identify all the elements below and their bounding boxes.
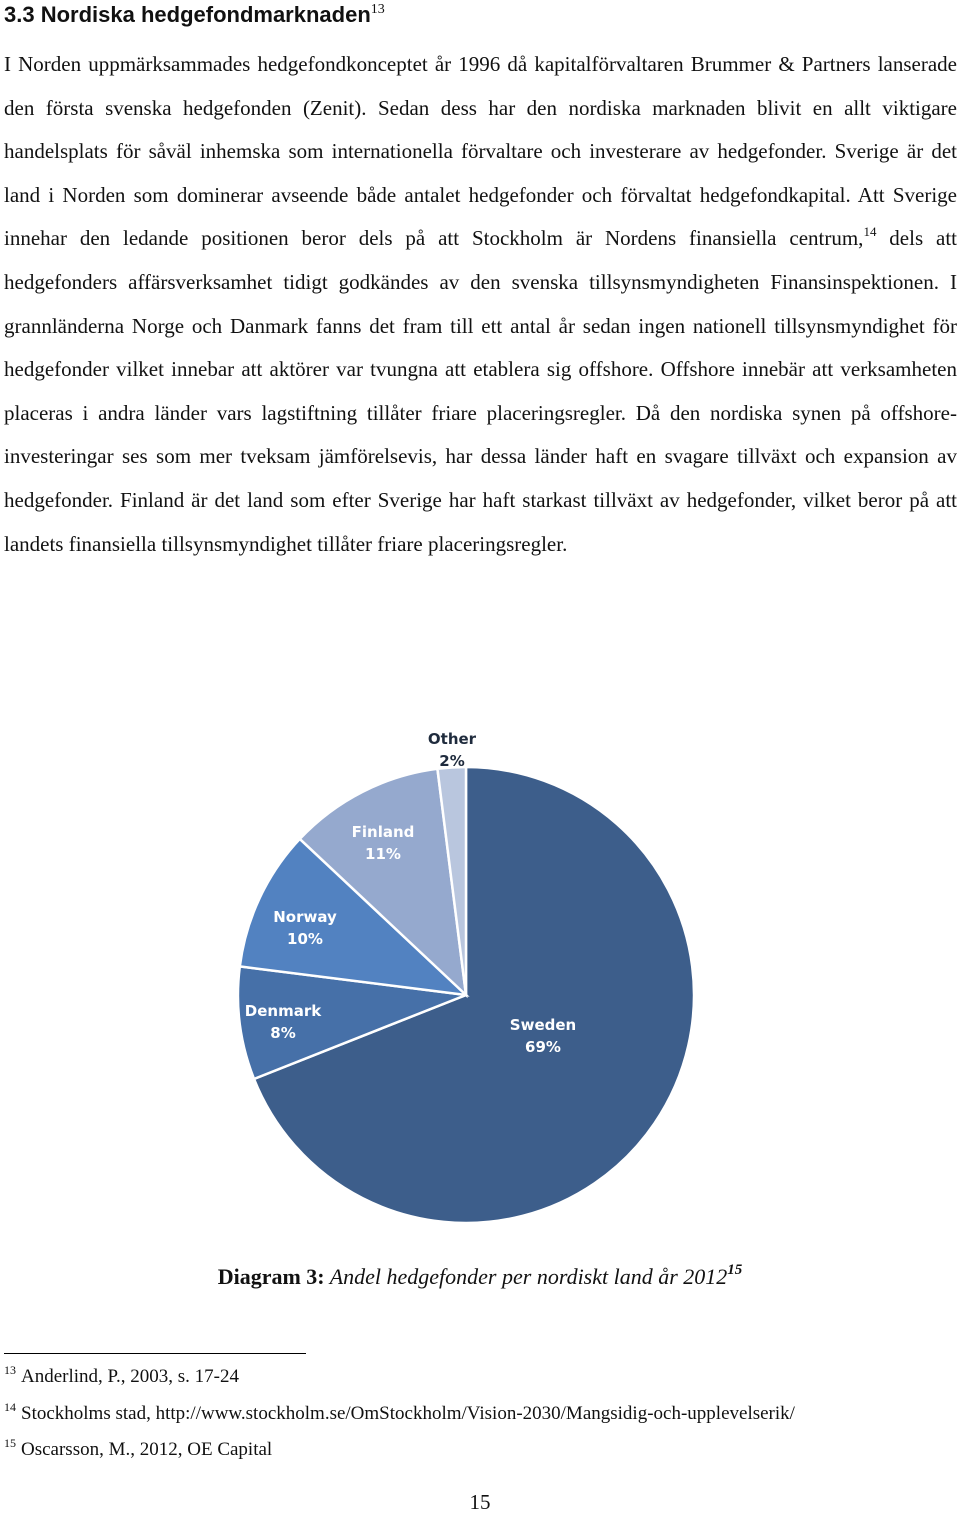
slice-value-norway: 10% [287, 930, 323, 948]
slice-value-sweden: 69% [525, 1038, 561, 1056]
footnote-divider [4, 1353, 306, 1354]
slice-value-other: 2% [439, 752, 465, 770]
pie-chart [0, 700, 960, 1260]
footnote-ref-14[interactable]: 14 [863, 224, 877, 240]
footnote-link-text[interactable]: Stockholms stad, http://www.stockholm.se/OmStockholm/Vision-2030/Mangsidig-och-upplevelserik/ [21, 1403, 795, 1424]
footnote-13 [4, 1363, 239, 1388]
section-heading-text: 3.3 Nordiska hedgefondmarknaden [4, 2, 371, 27]
footnote-ref-13[interactable]: 13 [370, 2, 385, 17]
page-number: 15 [469, 1490, 491, 1514]
body-paragraph [4, 43, 957, 566]
diagram-caption [0, 1262, 960, 1290]
caption-text: Andel hedgefonder per nordiskt land år 2012 [324, 1264, 728, 1289]
slice-label-other: Other [427, 730, 477, 748]
footnote-number: 15 [4, 1436, 16, 1450]
footnote-number: 13 [4, 1363, 16, 1377]
slice-label-denmark: Denmark [244, 1002, 322, 1020]
slice-value-denmark: 8% [270, 1024, 296, 1042]
footnote-14 [4, 1400, 795, 1425]
section-heading [4, 2, 385, 28]
slice-label-norway: Norway [273, 908, 337, 926]
slice-value-finland: 11% [365, 845, 401, 863]
footnote-ref-15[interactable]: 15 [727, 1262, 743, 1278]
caption-label: Diagram 3: [217, 1264, 325, 1289]
body-text-part-2: dels att hedgefonders affärsverksamhet tidigt godkändes av den svenska tillsynsmyndigheten Finansinspektionen. I grannländerna Norge och Danmark fanns det fram till ett antal år sedan ingen nationell tillsynsmyndighet för hedgefonder vilket innebar att aktörer var tvungna att etablera sig offshore. Offshore innebär att verksamheten placeras i andra länder vars lagstiftning tillåter friare placeringsregler. Då den nordiska synen på offshore-investeringar ses som mer tveksam jämförelsevis, har dessa länder haft en svagare tillväxt och expansion av hedgefonder. Finland är det land som efter Sverige har haft starkast tillväxt av hedgefonder, vilket beror på att landets finansiella tillsynsmyndighet tillåter friare placeringsregler. [4, 226, 957, 556]
footnote-text: Anderlind, P., 2003, s. 17-24 [21, 1366, 239, 1387]
body-text-part-1: I Norden uppmärksammades hedgefondkonceptet år 1996 då kapitalförvaltaren Brummer & Partners lanserade den första svenska hedgefonden (Zenit). Sedan dess har den nordiska marknaden blivit en allt viktigare handelsplats för såväl inhemska som internationella förvaltare och investerare av hedgefonder. Sverige är det land i Norden som dominerar avseende både antalet hedgefonder och förvaltat hedgefondkapital. Att Sverige innehar den ledande positionen beror dels på att Stockholm är Nordens finansiella centrum, [4, 52, 957, 251]
slice-label-finland: Finland [351, 823, 415, 841]
footnote-15 [4, 1436, 272, 1461]
slice-label-sweden: Sweden [509, 1016, 577, 1034]
footnote-text: Oscarsson, M., 2012, OE Capital [21, 1439, 273, 1460]
footnote-number: 14 [4, 1400, 16, 1414]
pie-slices [238, 767, 694, 1223]
